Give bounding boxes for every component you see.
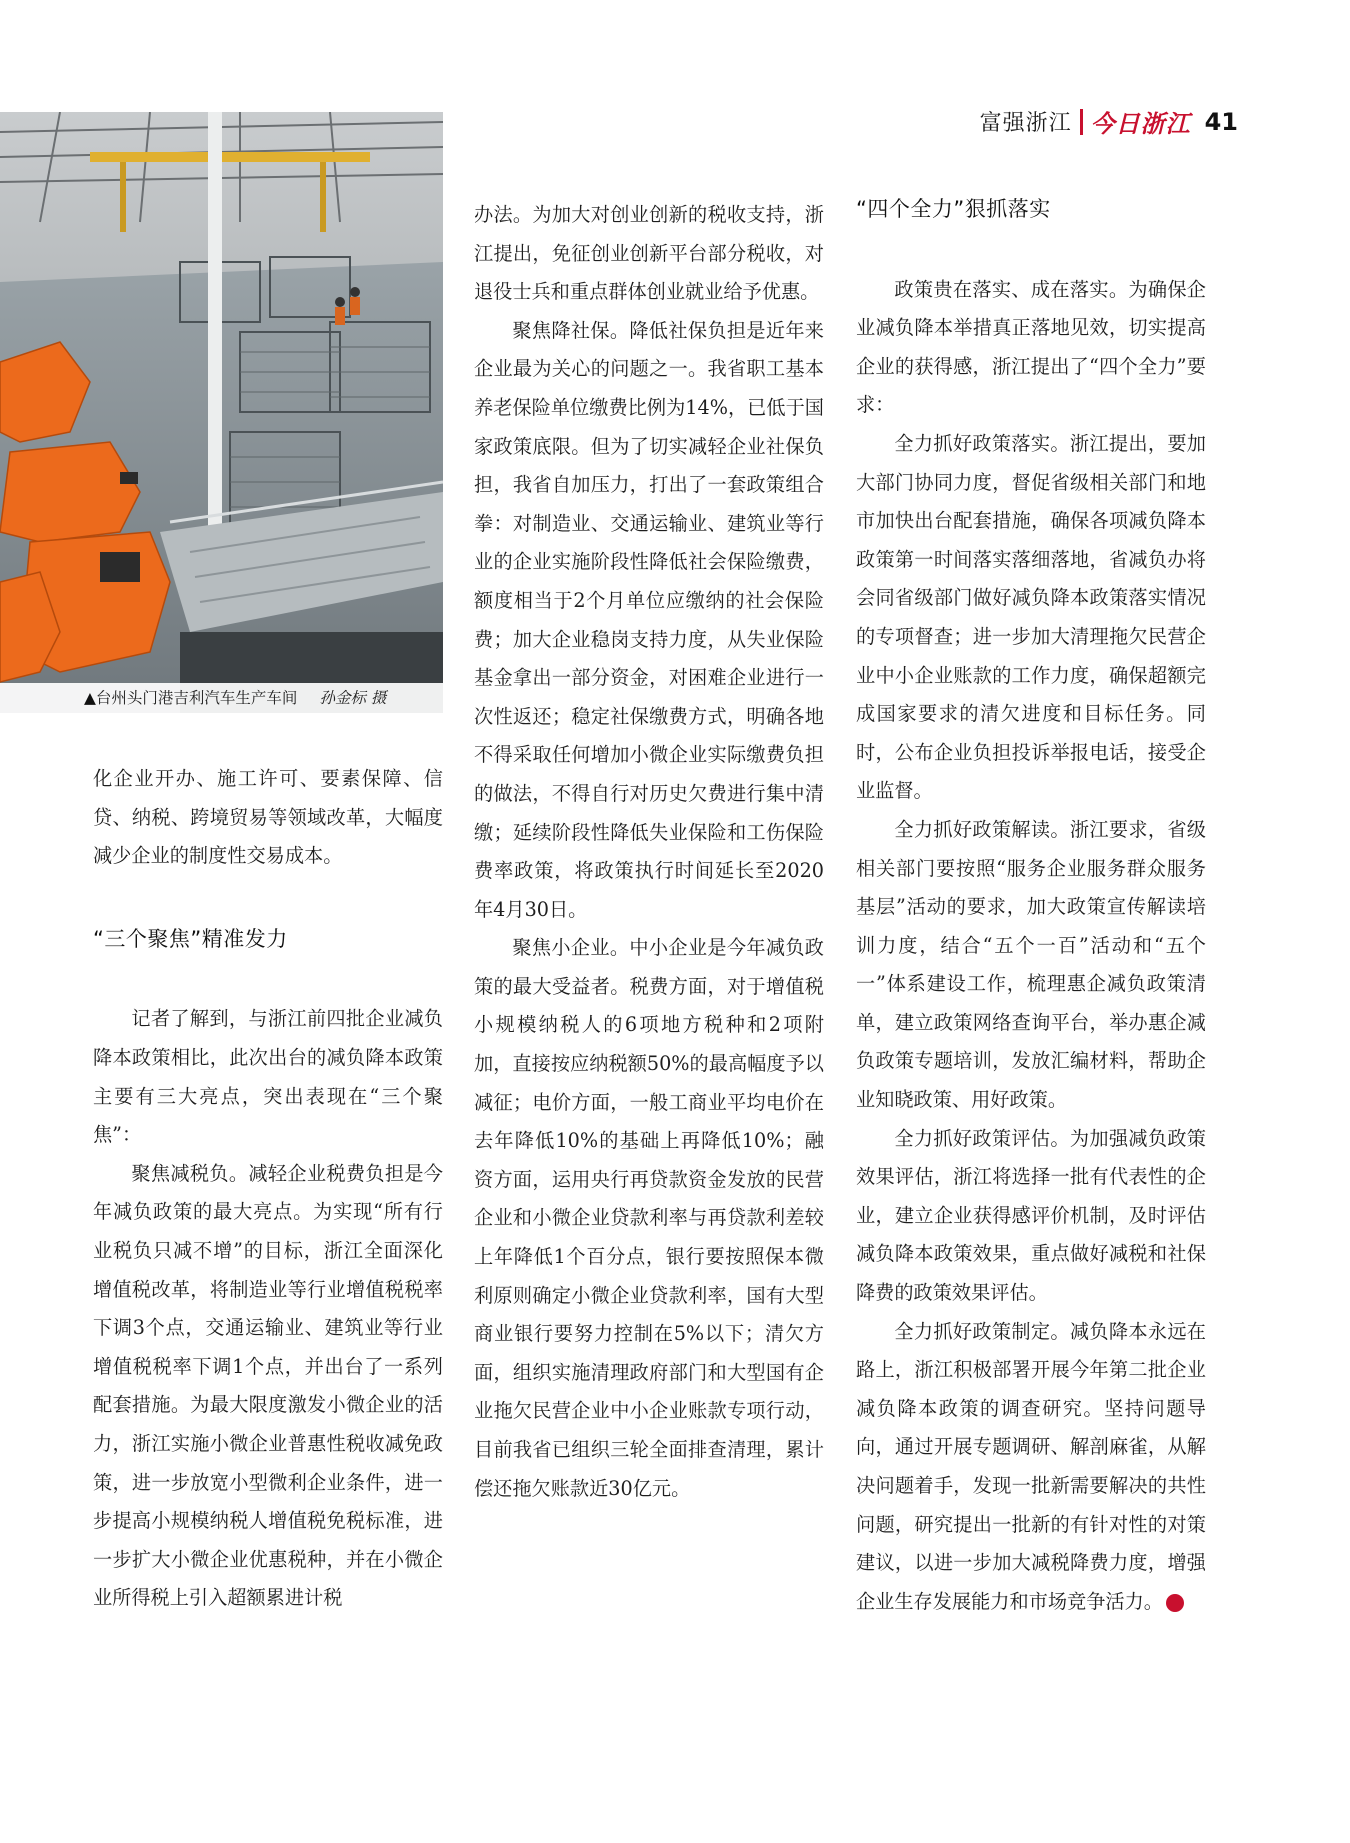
paragraph: 全力抓好政策评估。为加强减负政策效果评估，浙江将选择一批有代表性的企业，建立企业获得感评价机制，及时评估减负降本政策效果，重点做好减税和社保降费的政策效果评估。 [856, 1126, 1206, 1305]
paragraph: 办法。为加大对创业创新的税收支持，浙江提出，免征创业创新平台部分税收，对退役士兵和重点群体创业就业给予优惠。 [474, 203, 824, 304]
caption-text: 台州头门港吉利汽车生产车间 [95, 689, 298, 707]
header-divider [1080, 109, 1083, 135]
paragraph: 全力抓好政策解读。浙江要求，省级相关部门要按照“服务企业服务群众服务基层”活动的要求，加大政策宣传解读培训力度，结合“五个一百”活动和“五个一”体系建设工作，梳理惠企减负政策清单，建立政策网络查询平台，举办惠企减负政策专题培训，发放汇编材料，帮助企业知晓政策、用好政策。 [856, 817, 1206, 1112]
paragraph-text: 全力抓好政策制定。减负降本永远在路上，浙江积极部署开展今年第二批企业减负降本政策的调查研究。坚持问题导向，通过开展专题调研、解剖麻雀，从解决问题着手，发现一批新需要解决的共性问题，研究提出一批新的有针对性的对策建议，以进一步加大减税降费力度，增强企业生存发展能力和市场竞争活力。 [856, 1319, 1206, 1613]
magazine-logo: 今日浙江 [1090, 110, 1191, 138]
caption-triangle-icon: ▲ [84, 689, 96, 707]
article-column-3 [856, 196, 1216, 1621]
factory-photo [0, 112, 443, 713]
paragraph: 聚焦小企业。中小企业是今年减负政策的最大受益者。税费方面，对于增值税小规模纳税人的6项地方税种和2项附加，直接按应纳税额50%的最高幅度予以减征；电价方面，一般工商业平均电价在去年降低10%的基础上再降低10%；融资方面，运用央行再贷款资金发放的民营企业和小微企业贷款利率与再贷款利差较上年降低1个百分点，银行要按照保本微利原则确定小微企业贷款利率，国有大型商业银行要努力控制在5%以下；清欠方面，组织实施清理政府部门和大型国有企业拖欠民营企业中小企业账款专项行动，目前我省已组织三轮全面排查清理，累计偿还拖欠账款近30亿元。 [474, 936, 824, 1500]
factory-illustration [0, 112, 443, 713]
paragraph: 聚焦减税负。减轻企业税费负担是今年减负政策的最大亮点。为实现“所有行业税负只减不增”的目标，浙江全面深化增值税改革，将制造业等行业增值税税率下调3个点，交通运输业、建筑业等行业增值税税率下调1个点，并出台了一系列配套措施。为最大限度激发小微企业的活力，浙江实施小微企业普惠性税收减免政策，进一步放宽小型微利企业条件，进一步提高小规模纳税人增值税免税标准，进一步扩大小微企业优惠税种，并在小微企业所得税上引入超额累进计税 [93, 1161, 443, 1610]
paragraph: 化企业开办、施工许可、要素保障、信贷、纳税、跨境贸易等领域改革，大幅度减少企业的制度性交易成本。 [93, 767, 443, 868]
section-title: 富强浙江 [979, 111, 1072, 136]
paragraph: 全力抓好政策落实。浙江提出，要加大部门协同力度，督促省级相关部门和地市加快出台配套措施，确保各项减负降本政策第一时间落实落细落地，省减负办将会同省级部门做好减负降本政策落实情况的专项督查；进一步加大清理拖欠民营企业中小企业账款的工作力度，确保超额完成国家要求的清欠进度和目标任务。同时，公布企业负担投诉举报电话，接受企业监督。 [856, 431, 1206, 803]
paragraph: 政策贵在落实、成在落实。为确保企业减负降本举措真正落地见效，切实提高企业的获得感，浙江提出了“四个全力”要求： [856, 277, 1206, 417]
page-header [980, 104, 1238, 139]
section-heading-three-focuses: “三个聚焦”精准发力 [93, 926, 288, 951]
paragraph [856, 1313, 1216, 1622]
page-number: 41 [1204, 107, 1238, 136]
end-mark-icon: 今 [1166, 1594, 1184, 1612]
section-heading-four-efforts: “四个全力”狠抓落实 [856, 197, 1051, 221]
paragraph: 聚焦降社保。降低社保负担是近年来企业最为关心的问题之一。我省职工基本养老保险单位缴费比例为14%，已低于国家政策底限。但为了切实减轻企业社保负担，我省自加压力，打出了一套政策组合拳：对制造业、交通运输业、建筑业等行业的企业实施阶段性降低社会保险缴费，额度相当于2个月单位应缴纳的社会保险费；加大企业稳岗支持力度，从失业保险基金拿出一部分资金，对困难企业进行一次性返还；稳定社保缴费方式，明确各地不得采取任何增加小微企业实际缴费负担的做法，不得自行对历史欠费进行集中清缴；延续阶段性降低失业保险和工伤保险费率政策，将政策执行时间延长至2020年4月30日。 [474, 318, 824, 921]
paragraph: 记者了解到，与浙江前四批企业减负降本政策相比，此次出台的减负降本政策主要有三大亮点，突出表现在“三个聚焦”： [93, 1007, 443, 1147]
article-column-2 [474, 196, 824, 1508]
photo-credit: 孙金标 摄 [319, 689, 387, 707]
photo-caption [0, 683, 443, 713]
article-column-1 [93, 760, 443, 1618]
